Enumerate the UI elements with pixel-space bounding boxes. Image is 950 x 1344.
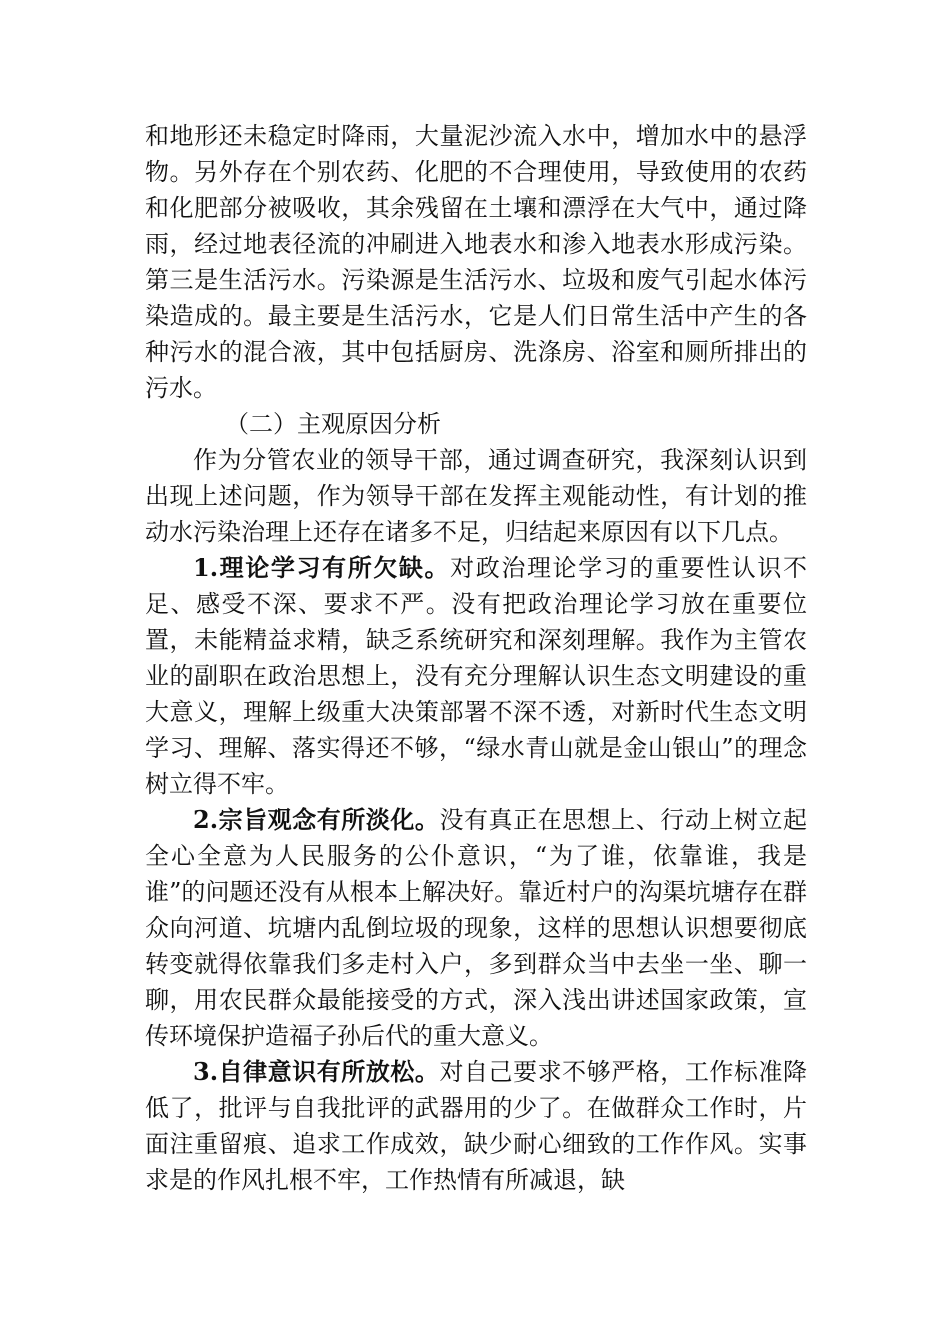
paragraph-water-pollution-sources: 和地形还未稳定时降雨，大量泥沙流入水中，增加水中的悬浮物。另外存在个别农药、化肥的不合理使用，导致使用的农药和化肥部分被吸收，其余残留在土壤和漂浮在大气中，通过降雨，经过地表径流的冲刷进入地表水和渗入地表水形成污染。第三是生活污水。污染源是生活污水、垃圾和废气引起水体污染造成的。最主要是生活污水，它是人们日常生活中产生的各种污水的混合液，其中包括厨房、洗涤房、浴室和厕所排出的污水。 bbox=[145, 122, 807, 402]
section-heading-subjective-causes: （二）主观原因分析 bbox=[225, 410, 441, 438]
point-1-body: 对政治理论学习的重要性认识不足、感受不深、要求不严。没有把政治理论学习放在重要位置，未能精益求精，缺乏系统研究和深刻理解。我作为主管农业的副职在政治思想上，没有充分理解认识生态文明建设的重大意义，理解上级重大决策部署不深不透，对新时代生态文明学习、理解、落实得还不够，“绿水青山就是金山银山”的理念树立得不牢。 bbox=[145, 554, 808, 798]
paragraph-self-discipline bbox=[145, 1054, 807, 1198]
paragraph-purpose-concept bbox=[145, 802, 807, 1054]
point-1-title: 1.理论学习有所欠缺。 bbox=[193, 553, 451, 582]
point-2-title: 2.宗旨观念有所淡化。 bbox=[193, 805, 440, 834]
point-3-body: 对自己要求不够严格，工作标准降低了，批评与自我批评的武器用的少了。在做群众工作时，片面注重留痕、追求工作成效，缺少耐心细致的工作作风。实事求是的作风扎根不牢，工作热情有所减退，缺 bbox=[145, 1058, 807, 1194]
paragraph-intro-causes: 作为分管农业的领导干部，通过调查研究，我深刻认识到出现上述问题，作为领导干部在发挥主观能动性，有计划的推动水污染治理上还存在诸多不足，归结起来原因有以下几点。 bbox=[145, 446, 807, 546]
point-2-body: 没有真正在思想上、行动上树立起全心全意为人民服务的公仆意识，“为了谁，依靠谁，我是谁”的问题还没有从根本上解决好。靠近村户的沟渠坑塘存在群众向河道、坑塘内乱倒垃圾的现象，这样的思想认识想要彻底转变就得依靠我们多走村入户，多到群众当中去坐一坐、聊一聊，用农民群众最能接受的方式，深入浅出讲述国家政策，宣传环境保护造福子孙后代的重大意义。 bbox=[145, 806, 807, 1050]
point-3-title: 3.自律意识有所放松。 bbox=[193, 1057, 440, 1086]
document-page bbox=[145, 118, 807, 1198]
paragraph-theory-study bbox=[145, 550, 807, 802]
